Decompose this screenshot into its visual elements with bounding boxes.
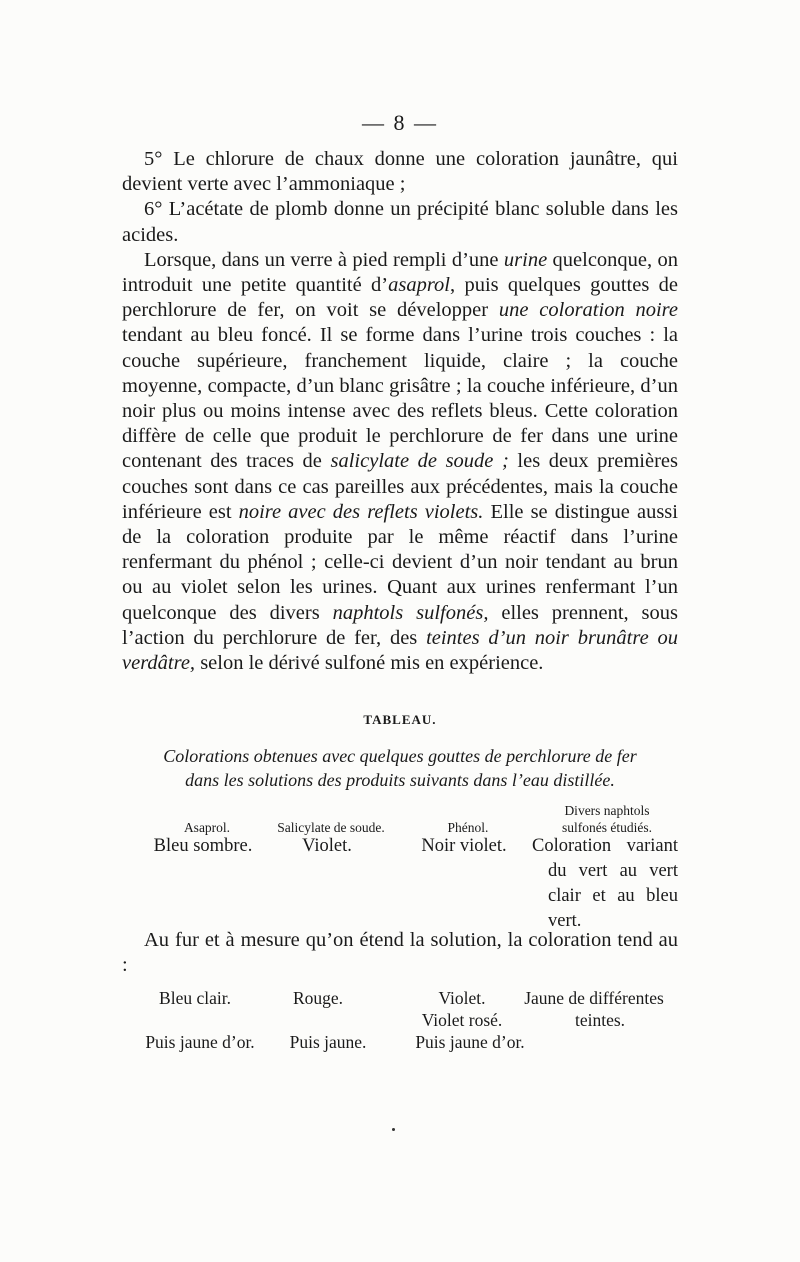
result-bleu-clair: Bleu clair. — [159, 988, 231, 1008]
italic-run: naphtols sulfonés, — [332, 601, 489, 624]
result-rouge: Rouge. — [292, 988, 344, 1008]
text-run: , puis quelques gouttes de perchlorure de fer, on voit se développer — [122, 274, 678, 322]
text-run: elles prennent, sous l’action du perchlorure de fer, des — [122, 601, 678, 649]
result-teintes: teintes. — [574, 1010, 626, 1030]
paragraph-asaprol — [122, 248, 678, 676]
column-header-salicylate: Salicylate de soude. — [277, 820, 385, 835]
italic-run: teintes d’un noir brunâtre ou verdâtre, — [122, 626, 678, 675]
header-line: Divers naphtols — [564, 803, 650, 818]
result-jaune: Jaune de différentes — [524, 988, 664, 1008]
italic-run: noire avec des reflets violets. — [238, 500, 484, 523]
cell-naphtols — [532, 834, 678, 934]
italic-run: asaprol — [388, 274, 450, 297]
paragraph-5: 5° Le chlorure de chaux donne une coloration jaunâtre, qui devient verte avec l’ammoniaque ; — [122, 148, 678, 196]
italic-run: une coloration noire — [498, 299, 678, 322]
cell-line: clair et au bleu — [548, 886, 678, 906]
cell-line: du vert au vert — [548, 861, 678, 881]
result-puis-jaune: Puis jaune. — [289, 1032, 367, 1052]
result-puis-jaune-or-1: Puis jaune d’or. — [145, 1032, 255, 1052]
cell-asaprol: Bleu sombre. — [153, 836, 253, 856]
result-puis-jaune-or-2: Puis jaune d’or. — [415, 1032, 525, 1052]
table-caption — [122, 744, 678, 792]
column-header-phenol: Phénol. — [447, 820, 489, 835]
caption-line: Colorations obtenues avec quelques gouttes de perchlorure de fer — [163, 746, 637, 766]
text-run: les deux premières couches sont dans ce cas pareilles aux précédentes, mais la couche inférieure est — [122, 450, 678, 523]
text-run: Elle se distingue aussi de la coloration produite par le même réactif dans l’urine renfermant du phénol ; celle-ci devient d’un noir tendant au brun ou au violet selon les urines. Quant aux urines renfermant l’un quelconque des divers — [122, 500, 678, 624]
table-title: TABLEAU. — [363, 712, 437, 727]
text-run: tendant au bleu foncé. Il se forme dans l’urine trois couches : la couche supérieure, franchement liquide, claire ; la couche moyenne, compacte, d’un blanc grisâtre ; la couche inférieure, d’un noir plus ou moins intense avec des reflets bleus. Cette coloration diffère de celle que produit le perchlorure de fer dans une urine contenant des traces de — [122, 324, 678, 473]
italic-run: salicylate de soude ; — [330, 450, 509, 473]
text-run: Lorsque, dans un verre à pied rempli d’une — [144, 248, 504, 271]
text-run: selon le dérivé sulfoné mis en expérience. — [195, 652, 544, 675]
cell-phenol: Noir violet. — [421, 836, 507, 856]
page-number: — 8 — — [362, 110, 438, 135]
result-violet-rose: Violet rosé. — [421, 1010, 503, 1030]
cell-line: vert. — [548, 911, 582, 931]
text-run: quelconque, on introduit une petite quantité d’ — [122, 248, 678, 297]
cell-salicylate: Violet. — [302, 836, 352, 856]
result-violet: Violet. — [438, 988, 486, 1008]
ink-dot — [392, 1128, 395, 1131]
body-text — [122, 147, 678, 676]
after-text — [122, 928, 678, 978]
paragraph-6: 6° L’acétate de plomb donne un précipité blanc soluble dans les acides. — [122, 198, 678, 246]
cell-line: Coloration variant — [532, 836, 678, 856]
caption-line: dans les solutions des produits suivants dans l’eau distillée. — [185, 770, 615, 790]
after-paragraph: Au fur et à mesure qu’on étend la solution, la coloration tend au : — [122, 929, 678, 976]
header-line: sulfonés étudiés. — [562, 820, 652, 835]
italic-run: urine — [503, 248, 548, 271]
column-header-asaprol: Asaprol. — [183, 820, 231, 835]
column-header-naphtols — [536, 802, 678, 836]
